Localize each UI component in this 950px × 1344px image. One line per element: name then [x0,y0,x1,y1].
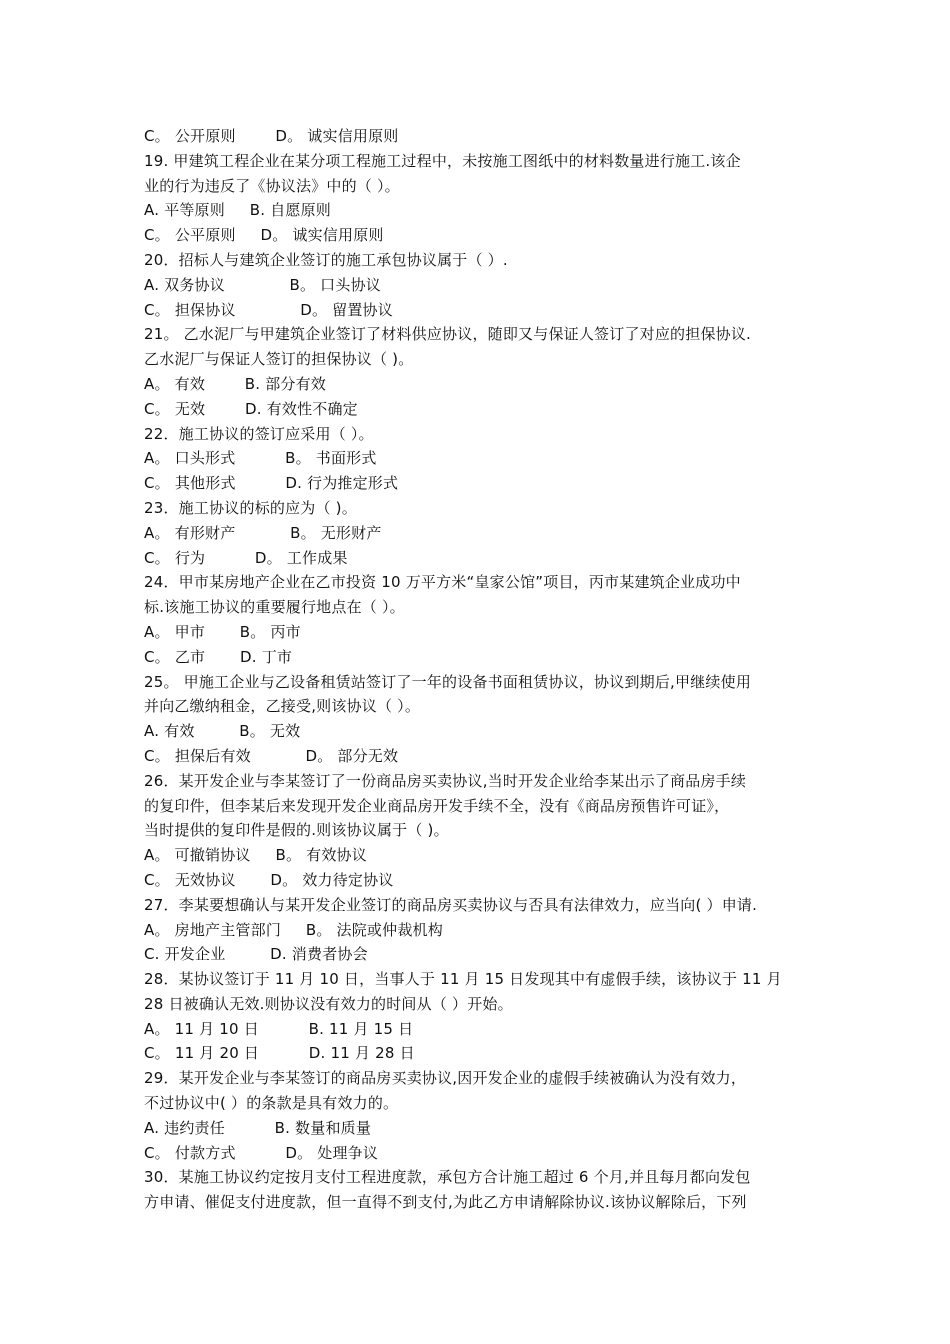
text-line: 25。 甲施工企业与乙设备租赁站签订了一年的设备书面租赁协议，协议到期后,甲继续使用 [144,672,752,691]
text-line: 标.该施工协议的重要履行地点在（ ）。 [144,598,405,617]
text-line: 的复印件，但李某后来发现开发企业商品房开发手续不全，没有《商品房预售许可证》， [144,796,730,815]
text-line: 21。 乙水泥厂与甲建筑企业签订了材料供应协议，随即又与保证人签订了对应的担保协议. [144,325,752,344]
text-line: 27．李某要想确认与某开发企业签订的商品房买卖协议与否具有法律效力，应当向( ）申请. [144,895,758,914]
text-line: C。 其他形式 D. 行为推定形式 [144,474,399,493]
text-line: 不过协议中( ）的条款是具有效力的。 [144,1094,399,1113]
text-line: C。 担保后有效 D。 部分无效 [144,746,399,765]
text-line: A. 双务协议 B。 口头协议 [144,275,381,294]
text-line: C。 无效 D. 有效性不确定 [144,399,358,418]
text-line: 24．甲市某房地产企业在乙市投资 10 万平方米“皇家公馆”项目，丙市某建筑企业成功中 [144,573,741,592]
text-line: A. 有效 B。 无效 [144,722,301,741]
text-line: C。 行为 D。 工作成果 [144,548,348,567]
text-line: C。 公平原则 D。 诚实信用原则 [144,226,384,245]
text-line: 30．某施工协议约定按月支付工程进度款，承包方合计施工超过 6 个月,并且每月都向发包 [144,1168,751,1187]
text-line: 方申请、催促支付进度款，但一直得不到支付,为此乙方申请解除协议.该协议解除后，下列 [144,1193,747,1212]
text-line: 28．某协议签订于 11 月 10 日，当事人于 11 月 15 日发现其中有虚假手续，该协议于 11 月 [144,970,782,989]
text-line: 26．某开发企业与李某签订了一份商品房买卖协议,当时开发企业给李某出示了商品房手续 [144,771,747,790]
text-line: 23．施工协议的标的应为（ )。 [144,498,357,517]
text-line: 业的行为违反了《协议法》中的（ ）。 [144,176,400,195]
text-line: C。 11 月 20 日 D. 11 月 28 日 [144,1044,415,1063]
text-line: C。 公开原则 D。 诚实信用原则 [144,127,399,145]
text-line: C. 开发企业 D. 消费者协会 [144,945,368,964]
text-line: 19. 甲建筑工程企业在某分项工程施工过程中，未按施工图纸中的材料数量进行施工.该企 [144,151,741,170]
text-line: A。 11 月 10 日 B. 11 月 15 日 [144,1019,414,1038]
text-line: C。 担保协议 D。 留置协议 [144,300,393,319]
text-line: 22．施工协议的签订应采用（ ）。 [144,424,374,443]
text-line: 当时提供的复印件是假的.则该协议属于（ )。 [144,821,449,840]
text-line: A。 房地产主管部门 B。 法院或仲裁机构 [144,920,443,939]
text-line: A。 有效 B. 部分有效 [144,374,327,393]
text-line: C。 乙市 D. 丁市 [144,647,293,666]
text-line: A. 违约责任 B. 数量和质量 [144,1118,372,1137]
text-line: 29．某开发企业与李某签订的商品房买卖协议,因开发企业的虚假手续被确认为没有效力， [144,1069,747,1088]
text-line: C。 付款方式 D。 处理争议 [144,1143,379,1162]
text-line: 20．招标人与建筑企业签订的施工承包协议属于（ ）. [144,250,508,269]
text-line: A。 可撤销协议 B。 有效协议 [144,846,367,865]
text-line: A。 口头形式 B。 书面形式 [144,449,377,468]
document-body [144,124,814,1215]
text-line: A。 甲市 B。 丙市 [144,622,301,641]
text-line: A。 有形财产 B。 无形财产 [144,523,382,542]
text-line: C。 无效协议 D。 效力待定协议 [144,870,394,889]
text-line: A. 平等原则 B. 自愿原则 [144,201,332,220]
text-line: 并向乙缴纳租金，乙接受,则该协议（ ）。 [144,697,421,716]
text-line: 乙水泥厂与保证人签订的担保协议（ )。 [144,350,414,369]
text-line: 28 日被确认无效.则协议没有效力的时间从（ ）开始。 [144,994,513,1013]
